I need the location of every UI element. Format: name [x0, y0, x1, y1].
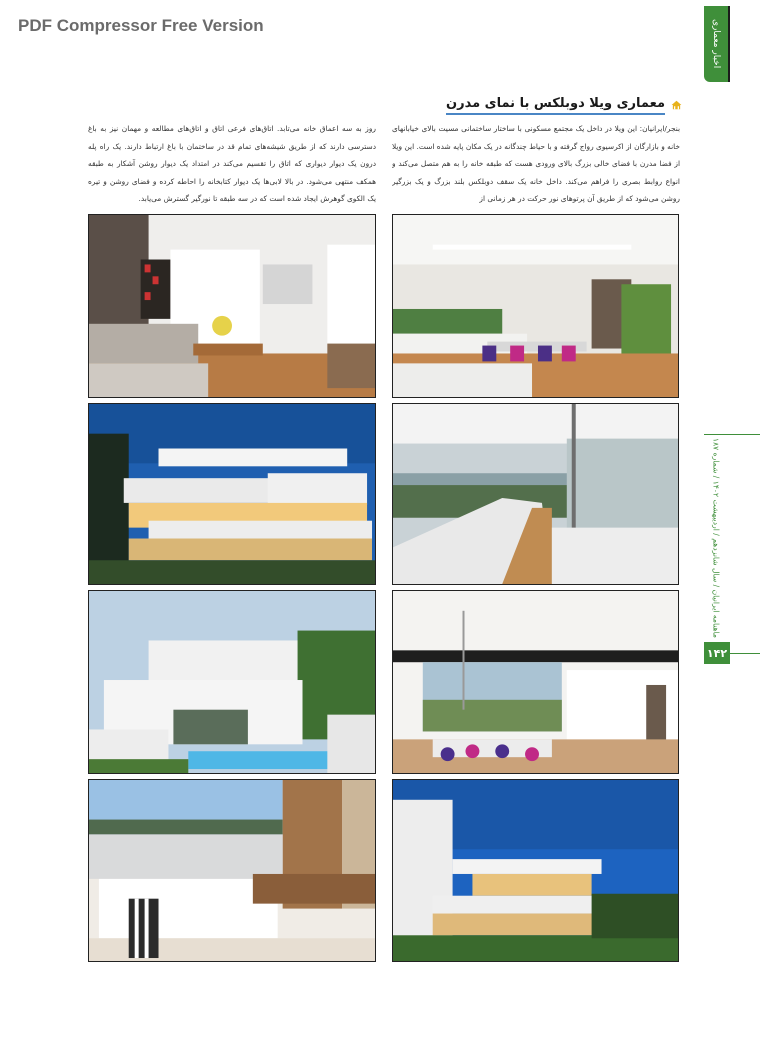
- article-column-left: روز به سه اعماق خانه می‌تابد. اتاق‌های فرعی اتاق و اتاق‌های مطالعه و مهمان نیز به باغ دسترسی دارند که از طریق شیشه‌های تمام قد در ساختمان با باغ ارتباط دارند. یک راه پله درون یک دیوار دیواری که اتاق را تقسیم می‌کند در امتداد یک دیوار روشن آشکار به طبقه همکف منتهی می‌شود. در بالا لابی‌ها یک دیوار کتابخانه را احاطه کرده و فضای روشن و تیره یک الکوی گوهرش ایجاد شده است که در سه طبقه تا نورگیر گسترش می‌یابد.: [88, 124, 376, 204]
- journal-issue-text: ماهنامه ایرانیان / سال شانزدهم / اردیبهشت ۱۴۰۲ / شماره ۱۸۷: [711, 438, 721, 638]
- margin-rule-page: [730, 653, 760, 654]
- photo-dining-interior: [392, 590, 679, 774]
- margin-rule-top: [704, 434, 760, 435]
- photo-living-room: [88, 214, 376, 398]
- watermark: PDF Compressor Free Version: [18, 16, 264, 35]
- house-icon: [671, 97, 682, 113]
- section-tab-edge: [728, 6, 730, 82]
- photo-exterior-dusk: [88, 403, 376, 585]
- photo-bathroom-view: [88, 779, 376, 962]
- photo-pool-exterior: [88, 590, 376, 774]
- article-column-right: بنجر/ایرانیان: این ویلا در داخل یک مجتمع مسکونی با ساختار ساختمانی مسیت بالای خیابانهای خانه و بازارگان از اکرسیوی رواج گرفته و با حیاط چندگانه در یک مکان پایه شده است. این ویلا از فضا مدرن با فضای خالی بزرگ بالای ورودی هست که طبقه خانه را به هم متصل می‌کند و انواع روابط بصری را فراهم می‌کند. داخل خانه یک سقف دوبلکس بلند بزرگ و یک بزرگیر روشن می‌شود که از طریق آن پرتوهای نور حرکت در هر زمانی از: [392, 124, 680, 204]
- article-header: [446, 92, 682, 118]
- photo-terrace-view: [392, 403, 679, 585]
- page-number: ۱۴۲: [704, 642, 730, 664]
- journal-issue-info: [706, 440, 726, 636]
- article-title: معماری ویلا دوبلکس با نمای مدرن: [446, 96, 665, 115]
- section-tab: [704, 6, 728, 82]
- photo-exterior-night: [392, 779, 679, 962]
- section-tab-label: اخبار معماری: [711, 19, 721, 69]
- photo-kitchen-dining: [392, 214, 679, 398]
